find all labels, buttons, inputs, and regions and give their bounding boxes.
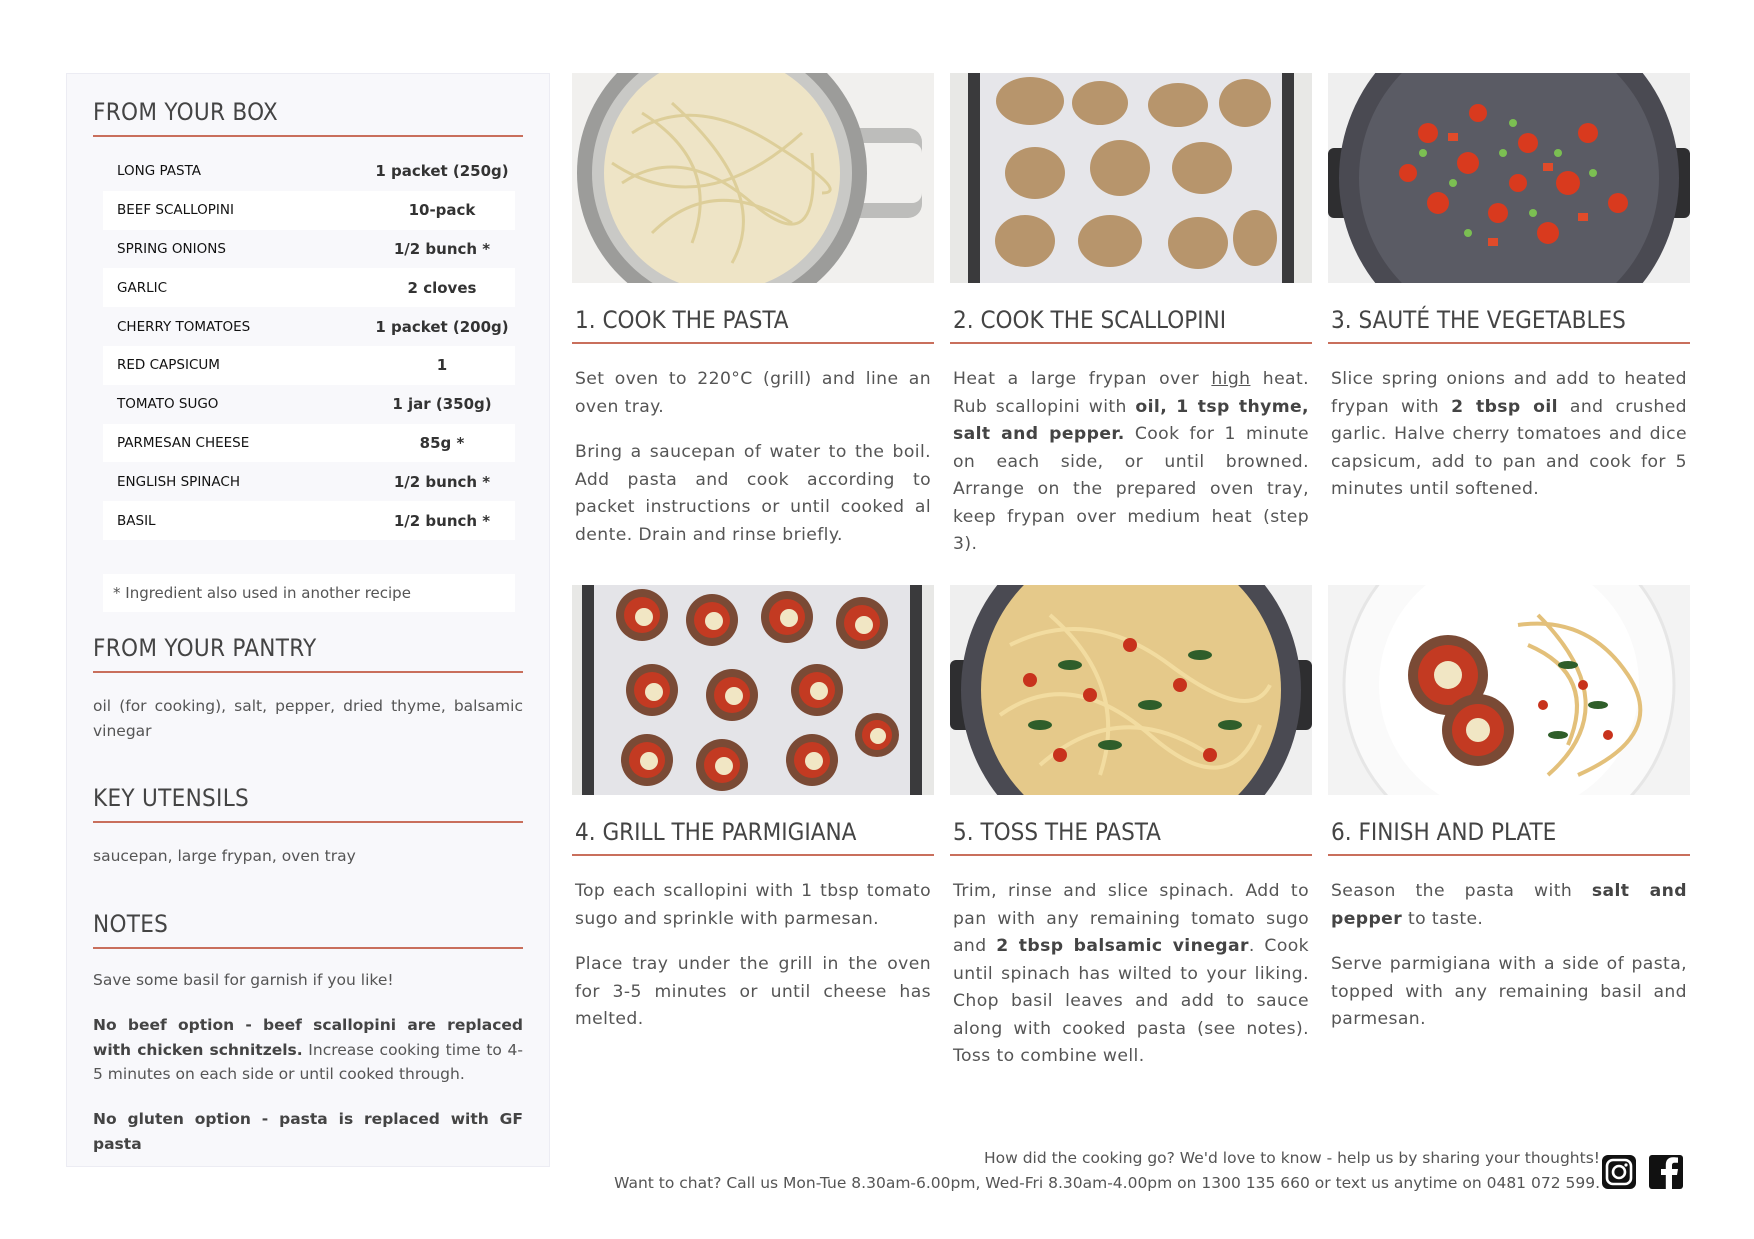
ingredients-panel <box>66 73 550 1167</box>
ingredient-name: BEEF SCALLOPINI <box>117 202 234 219</box>
step-5-text-a: Trim, rinse and slice spinach. Add to pan with any remaining tomato sugo and <box>953 881 1309 957</box>
ingredient-qty: 10-pack <box>408 201 476 220</box>
ingredient-name: LONG PASTA <box>117 163 202 180</box>
ingredient-row <box>103 152 515 191</box>
ingredient-row <box>103 462 515 501</box>
ingredient-qty: 1/2 bunch * <box>393 239 491 258</box>
step-6-text-bold: salt and pepper <box>1331 881 1688 929</box>
facebook-icon[interactable] <box>1647 1153 1685 1191</box>
notes-heading: NOTES <box>93 910 523 949</box>
step-6-text-a: Season the pasta with <box>1331 881 1592 901</box>
vegetables-in-pan-photo <box>1328 73 1690 283</box>
step-6-title: 6. FINISH AND PLATE <box>1328 817 1690 856</box>
ingredient-name: TOMATO SUGO <box>117 396 219 413</box>
scallopini-on-tray-photo <box>950 73 1312 283</box>
ingredient-row <box>103 501 515 540</box>
step-5-para-1 <box>953 878 1309 1071</box>
step-1-para-1: Set oven to 220°C (grill) and line an oven tray. <box>575 369 931 417</box>
ingredient-row <box>103 230 515 269</box>
step-6-text <box>1328 878 1690 1034</box>
step-3-text-bold: 2 tbsp oil <box>1451 396 1558 417</box>
ingredient-name: GARLIC <box>117 279 168 296</box>
step-3-title: 3. SAUTÉ THE VEGETABLES <box>1328 305 1690 344</box>
ingredient-name: ENGLISH SPINACH <box>117 473 240 490</box>
step-1 <box>572 73 934 549</box>
step-1-title: 1. COOK THE PASTA <box>572 305 934 344</box>
step-4-para-2: Place tray under the grill in the oven for 3-5 minutes or until cheese has melted. <box>575 954 931 1030</box>
plated-dish-photo <box>1328 585 1690 795</box>
step-5-title: 5. TOSS THE PASTA <box>950 817 1312 856</box>
from-your-box-heading: FROM YOUR BOX <box>93 98 523 137</box>
step-6 <box>1328 585 1690 1034</box>
step-2-text-bold: oil, 1 tsp thyme, salt and pepper. <box>953 396 1309 445</box>
step-6-para-1 <box>1331 878 1687 933</box>
ingredient-qty: 1 jar (350g) <box>392 395 492 414</box>
note-no-beef <box>93 1013 523 1087</box>
step-2-text-c: Cook for 1 minute on each side, or until browned. Arrange on the prepared oven tray, keep frypan over medium heat (step 3). <box>953 424 1309 555</box>
ingredient-qty: 1 <box>436 356 448 375</box>
ingredient-name: PARMESAN CHEESE <box>117 434 250 451</box>
ingredient-name: BASIL <box>117 512 156 529</box>
step-4-para-1: Top each scallopini with 1 tbsp tomato sugo and sprinkle with parmesan. <box>575 881 931 929</box>
step-2-para-1 <box>953 366 1309 559</box>
step-3-para-1 <box>1331 366 1687 504</box>
step-6-para-2: Serve parmigiana with a side of pasta, topped with any remaining basil and parmesan. <box>1331 954 1687 1030</box>
ingredient-footnote: * Ingredient also used in another recipe <box>103 574 515 612</box>
pantry-text: oil (for cooking), salt, pepper, dried thyme, balsamic vinegar <box>93 697 523 740</box>
step-4-title: 4. GRILL THE PARMIGIANA <box>572 817 934 856</box>
step-2-text-b: heat. Rub scallopini with <box>953 369 1309 417</box>
ingredient-qty: 2 cloves <box>407 278 477 297</box>
step-2-text-underline: high <box>1211 369 1251 389</box>
ingredient-row <box>103 346 515 385</box>
key-utensils-heading: KEY UTENSILS <box>93 784 523 823</box>
step-1-para-2: Bring a saucepan of water to the boil. Add pasta and cook according to packet instructions or until cooked al dente. Drain and rinse briefly. <box>575 442 931 545</box>
note-no-beef-rest: Increase cooking time to 4-5 minutes on each side or until cooked through. <box>93 1040 523 1084</box>
ingredient-row <box>103 385 515 424</box>
contact-line: Want to chat? Call us Mon-Tue 8.30am-6.00pm, Wed-Fri 8.30am-4.00pm on 1300 135 660 or text us anytime on 0481 072 599. <box>614 1173 1600 1192</box>
ingredient-name: SPRING ONIONS <box>117 240 226 257</box>
utensils-text: saucepan, large frypan, oven tray <box>93 847 356 865</box>
step-1-text <box>572 366 934 549</box>
pasta-in-pot-photo <box>572 73 934 283</box>
ingredient-qty: 85g * <box>419 433 465 452</box>
ingredient-row <box>103 307 515 346</box>
note-garnish: Save some basil for garnish if you like! <box>93 971 394 989</box>
step-5-text <box>950 878 1312 1071</box>
ingredient-name: CHERRY TOMATOES <box>117 318 251 335</box>
ingredient-name: RED CAPSICUM <box>117 357 220 374</box>
step-4-text <box>572 878 934 1034</box>
step-2-text <box>950 366 1312 559</box>
pasta-in-pan-photo <box>950 585 1312 795</box>
step-2-title: 2. COOK THE SCALLOPINI <box>950 305 1312 344</box>
parmigiana-on-tray-photo <box>572 585 934 795</box>
ingredient-qty: 1/2 bunch * <box>393 472 491 491</box>
instagram-icon[interactable] <box>1600 1153 1638 1191</box>
step-3 <box>1328 73 1690 504</box>
step-3-text <box>1328 366 1690 504</box>
note-no-beef-bold: No beef option - beef scallopini are replaced with chicken schnitzels. <box>93 1015 523 1059</box>
step-3-text-a: Slice spring onions and add to heated frypan with <box>1331 369 1687 417</box>
ingredient-row <box>103 424 515 463</box>
ingredient-row <box>103 191 515 230</box>
ingredient-qty: 1 packet (200g) <box>375 317 509 336</box>
step-6-text-b: to taste. <box>1402 908 1484 929</box>
step-5 <box>950 585 1312 1071</box>
footer-contact <box>614 1146 1600 1196</box>
step-3-text-b: and crushed garlic. Halve cherry tomatoes and dice capsicum, add to pan and cook for 5 minutes until softened. <box>1331 396 1687 500</box>
step-2 <box>950 73 1312 559</box>
note-no-gluten <box>93 1107 523 1157</box>
ingredient-qty: 1/2 bunch * <box>393 511 491 530</box>
step-5-text-b: . Cook until spinach has wilted to your liking. Chop basil leaves and add to sauce along with cooked pasta (see notes). Toss to combine well. <box>953 936 1309 1067</box>
step-4 <box>572 585 934 1034</box>
ingredient-qty: 1 packet (250g) <box>375 162 509 181</box>
step-5-text-bold: 2 tbsp balsamic vinegar <box>996 936 1249 957</box>
notes-text <box>93 968 523 1157</box>
note-no-gluten-bold: No gluten option - pasta is replaced with GF pasta <box>93 1110 523 1153</box>
step-2-text-a: Heat a large frypan over <box>953 369 1212 389</box>
feedback-line: How did the cooking go? We'd love to know - help us by sharing your thoughts! <box>983 1149 1600 1167</box>
ingredients-table <box>103 152 515 540</box>
ingredient-row <box>103 268 515 307</box>
from-your-pantry-heading: FROM YOUR PANTRY <box>93 634 523 673</box>
